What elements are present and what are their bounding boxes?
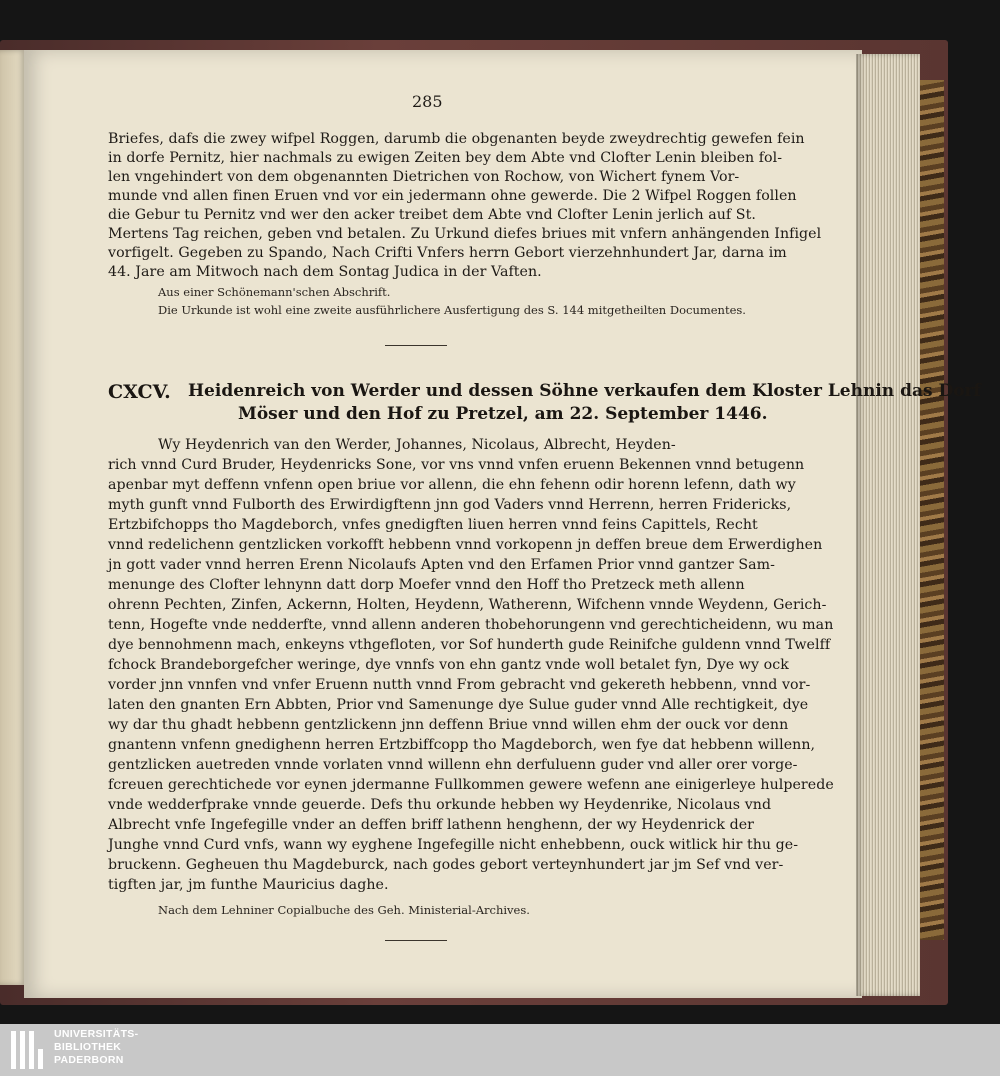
text-line: gentzlicken auetreden vnnde vorlaten vnnd willenn ehn derfuluenn guder vnd aller orer vorge-: [108, 757, 798, 773]
library-logo-icon: [11, 1031, 43, 1071]
text-line: ohrenn Pechten, Zinfen, Ackernn, Holten, Heydenn, Watherenn, Wifchenn vnnde Weydenn, Gerich-: [108, 597, 827, 613]
document-heading-line2: Möser und den Hof zu Pretzel, am 22. September 1446.: [238, 404, 768, 424]
text-line: tenn, Hogefte vnde nedderfte, vnnd allenn anderen thobehorungenn vnd gerechticheidenn, wu man: [108, 617, 834, 633]
library-name-line1: UNIVERSITÄTS-: [54, 1028, 139, 1040]
library-footer: [0, 1024, 1000, 1076]
text-line: Mertens Tag reichen, geben vnd betalen. Zu Urkund diefes briues mit vnfern anhängenden Infigel: [108, 226, 822, 242]
text-line: Ertzbifchopps tho Magdeborch, vnfes gnedigften liuen herren vnnd feins Capittels, Recht: [108, 517, 758, 533]
text-line: dye bennohmenn mach, enkeyns vthgefloten, vor Sof hunderth gude Reinifche guldenn vnnd Twelff: [108, 637, 831, 653]
page-stack-edges: [856, 54, 920, 996]
source-note: Die Urkunde ist wohl eine zweite ausführlichere Ausfertigung des S. 144 mitgetheilten Documentes.: [158, 303, 746, 317]
text-line: munde vnd allen finen Eruen vnd vor ein jedermann ohne gewerde. Die 2 Wifpel Roggen follen: [108, 188, 797, 204]
text-line: Briefes, dafs die zwey wifpel Roggen, darumb die obgenanten beyde zweydrechtig gewefen fein: [108, 131, 805, 147]
text-line: vnde wedderfprake vnnde geuerde. Defs thu orkunde hebben wy Heydenrike, Nicolaus vnd: [108, 797, 772, 813]
left-page-edge: [0, 50, 26, 985]
text-line: tigften jar, jm funthe Mauricius daghe.: [108, 877, 389, 893]
text-line: Junghe vnnd Curd vnfs, wann wy eyghene Ingefegille nicht enhebbenn, ouck witlick hir thu ge-: [108, 837, 799, 853]
library-name-line2: BIBLIOTHEK: [54, 1041, 122, 1053]
source-note: Aus einer Schönemann'schen Abschrift.: [158, 285, 391, 299]
document-heading: Heidenreich von Werder und dessen Söhne verkaufen dem Kloster Lehnin das Dorf: [188, 381, 981, 401]
text-line: laten den gnanten Ern Abbten, Prior vnd Samenunge dye Sulue guder vnnd Alle rechtigkeit, dye: [108, 697, 809, 713]
text-line: fchock Brandeborgefcher weringe, dye vnnfs von ehn gantz vnde woll betalet fyn, Dye wy ock: [108, 657, 789, 673]
text-line: apenbar myt deffenn vnfenn open briue vor allenn, die ehn fehenn odir horenn lefenn, dath wy: [108, 477, 796, 493]
page-number: 285: [412, 92, 443, 111]
text-line: gnantenn vnfenn gnedighenn herren Ertzbiffcopp tho Magdeborch, wen fye dat hebbenn willenn,: [108, 737, 816, 753]
text-line: vorder jnn vnnfen vnd vnfer Eruenn nutth vnnd From gebracht vnd gekereth hebbenn, vnnd vor-: [108, 677, 811, 693]
text-line: 44. Jare am Mitwoch nach dem Sontag Judica in der Vaften.: [108, 264, 542, 280]
text-line: in dorfe Pernitz, hier nachmals zu ewigen Zeiten bey dem Abte vnd Clofter Lenin bleiben fol-: [108, 150, 783, 166]
text-line: len vngehindert von dem obgenannten Dietrichen von Rochow, von Wichert fynem Vor-: [108, 169, 740, 185]
section-divider: [385, 345, 447, 346]
text-line: fcreuen gerechtichede vor eynen jdermanne Fullkommen gewere wefenn ane einigerleye hulperede: [108, 777, 834, 793]
text-line: wy dar thu ghadt hebbenn gentzlickenn jnn deffenn Briue vnnd willen ehm der ouck vor denn: [108, 717, 789, 733]
text-line: jn gott vader vnnd herren Erenn Nicolaufs Apten vnd den Erfamen Prior vnnd gantzer Sam-: [108, 557, 775, 573]
text-line: menunge des Clofter lehnynn datt dorp Moefer vnnd den Hoff tho Pretzeck meth allenn: [108, 577, 745, 593]
source-note: Nach dem Lehniner Copialbuche des Geh. Ministerial-Archives.: [158, 903, 530, 917]
text-line: bruckenn. Gegheuen thu Magdeburck, nach godes gebort verteynhundert jar jm Sef vnd ver-: [108, 857, 784, 873]
text-line: die Gebur tu Pernitz vnd wer den acker treibet dem Abte vnd Clofter Lenin jerlich auf St.: [108, 207, 756, 223]
document-number: CXCV.: [108, 381, 171, 403]
section-divider: [385, 940, 447, 941]
text-line: Albrecht vnfe Ingefegille vnder an deffen briff lathenn henghenn, der wy Heydenrick der: [108, 817, 754, 833]
text-line: myth gunft vnnd Fulborth des Erwirdigftenn jnn god Vaders vnnd Herrenn, herren Fridericks,: [108, 497, 792, 513]
text-line: Wy Heydenrich van den Werder, Johannes, Nicolaus, Albrecht, Heyden-: [158, 437, 676, 453]
library-name-line3: PADERBORN: [54, 1054, 124, 1066]
text-line: rich vnnd Curd Bruder, Heydenricks Sone, vor vns vnnd vnfen eruenn Bekennen vnnd betugenn: [108, 457, 805, 473]
text-line: vorfigelt. Gegeben zu Spando, Nach Crifti Vnfers herrn Gebort vierzehnhundert Jar, darna im: [108, 245, 787, 261]
marbled-edge: [918, 80, 944, 940]
text-line: vnnd redelichenn gentzlicken vorkofft hebbenn vnnd vorkopenn jn deffen breue dem Erwerdighen: [108, 537, 823, 553]
